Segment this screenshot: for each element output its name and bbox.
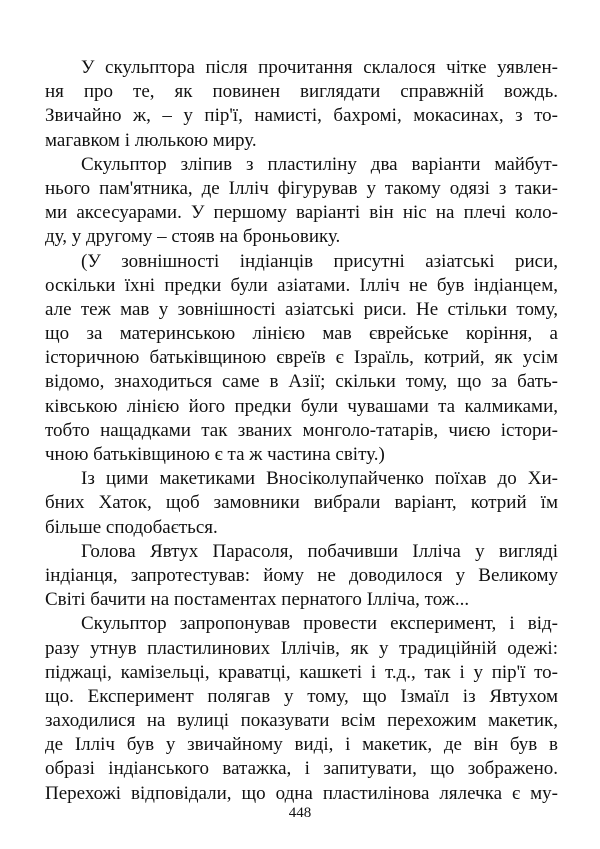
paragraph-3 bbox=[45, 250, 558, 468]
text-line: тобто нащадками так званих монголо-татарів, чиєю істори- bbox=[45, 419, 558, 441]
text-line: магавком і люлькою миру. bbox=[45, 129, 257, 151]
page-number: 448 bbox=[288, 805, 312, 821]
text-line: У скульптора після прочитання склалося чітке уявлен- bbox=[81, 57, 558, 78]
paragraph-4 bbox=[45, 467, 558, 540]
text-line: Голова Явтух Парасоля, побачивши Ілліча у вигляді bbox=[81, 540, 558, 562]
text-line: ня про те, як повинен виглядати справжній вождь. bbox=[45, 81, 558, 103]
text-line: (У зовнішності індіанців присутні азіатські риси, bbox=[81, 250, 558, 272]
text-line: ду, у другому – стояв на броньовику. bbox=[45, 226, 341, 248]
text-line: що за материнською лінією мав єврейське коріння, а bbox=[45, 323, 558, 345]
text-line: Скульптор запропонував провести експеримент, і від- bbox=[81, 613, 558, 635]
text-line: ми аксесуарами. У першому варіанті він ніс на плечі коло- bbox=[45, 202, 558, 224]
text-line: Перехожі відповідали, що одна пластилінова лялечка є му- bbox=[45, 782, 558, 804]
text-line: разу утнув пластилинових Іллічів, як у традиційній одежі: bbox=[45, 637, 558, 659]
text-line: Скульптор зліпив з пластиліну два варіанти майбут- bbox=[81, 153, 558, 175]
text-line: піджаці, камізельці, краватці, кашкеті і т.д., так і у пір'ї то- bbox=[45, 661, 558, 683]
text-line: Світі бачити на постаментах пернатого Ілліча, тож... bbox=[45, 589, 470, 611]
paragraph-1 bbox=[45, 56, 558, 153]
paragraph-6 bbox=[45, 612, 558, 806]
text-line: нього пам'ятника, де Ілліч фігурував у такому одязі з таки- bbox=[45, 177, 558, 199]
text-line: Із цими макетиками Вносіколупайченко поїхав до Хи- bbox=[81, 468, 558, 490]
text-line: Звичайно ж, – у пір'ї, намисті, бахромі, мокасинах, з то- bbox=[45, 105, 558, 127]
text-line: заходилися на вулиці показувати всім перехожим макетик, bbox=[45, 710, 558, 732]
body-text bbox=[45, 56, 558, 806]
text-line: ківською лінією його предки були чувашами та калмиками, bbox=[45, 395, 558, 417]
text-line: але теж мав у зовнішності азіатські риси. Не стільки тому, bbox=[45, 298, 558, 320]
text-line: де Ілліч був у звичайному виді, і макетик, де він був в bbox=[45, 734, 558, 756]
text-line: відомо, знаходиться саме в Азії; скільки тому, що за бать- bbox=[45, 371, 558, 393]
text-line: чною батьківщиною є та ж частина світу.) bbox=[45, 444, 385, 465]
text-line: більше сподобається. bbox=[45, 516, 218, 538]
text-line: образі індіанського ватажка, і запитувати, що зображено. bbox=[45, 758, 558, 780]
text-line: історичною батьківщиною євреїв є Ізраїль, котрий, як усім bbox=[45, 347, 558, 369]
paragraph-5 bbox=[45, 540, 558, 613]
paragraph-2 bbox=[45, 153, 558, 250]
text-line: оскільки їхні предки були азіатами. Ілліч не був індіанцем, bbox=[45, 274, 558, 296]
text-line: що. Експеримент полягав у тому, що Ізмаїл із Явтухом bbox=[45, 685, 558, 707]
text-line: індіанця, запротестував: йому не доводилося у Великому bbox=[45, 564, 558, 586]
text-line: бних Хаток, щоб замовники вибрали варіант, котрий їм bbox=[45, 492, 558, 514]
